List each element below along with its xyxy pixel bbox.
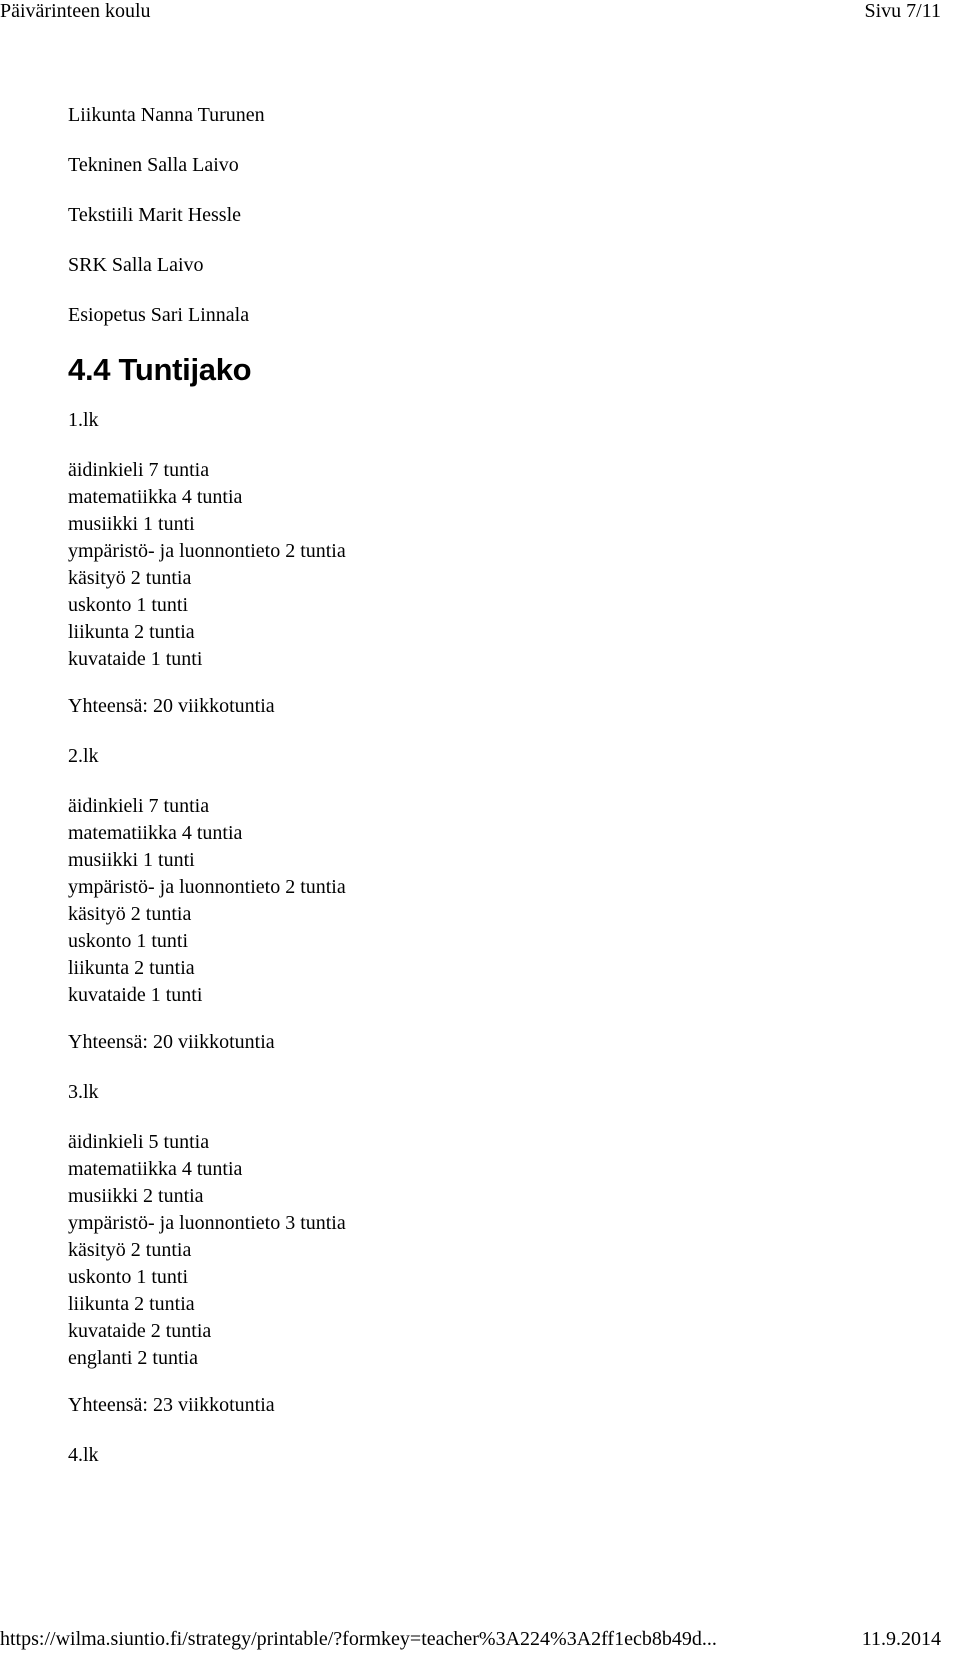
subject-item: ympäristö- ja luonnontieto 3 tuntia [68, 1212, 346, 1234]
section-title: 4.4 Tuntijako [68, 352, 252, 387]
school-name: Päivärinteen koulu [0, 0, 151, 22]
subject-item: musiikki 1 tunti [68, 849, 195, 871]
subject-item: uskonto 1 tunti [68, 1266, 189, 1288]
subject-item: ympäristö- ja luonnontieto 2 tuntia [68, 876, 346, 898]
subject-list [68, 457, 928, 673]
subject-item: äidinkieli 5 tuntia [68, 1131, 210, 1153]
staff-line-textile: Tekstiili Marit Hessle [68, 204, 242, 226]
footer-url: https://wilma.siuntio.fi/strategy/printable/?formkey=teacher%3A224%3A2ff1ecb8b49d... [0, 1628, 717, 1650]
subject-item: käsityö 2 tuntia [68, 903, 192, 925]
subject-item: liikunta 2 tuntia [68, 1293, 195, 1315]
weekly-total: Yhteensä: 23 viikkotuntia [68, 1394, 275, 1416]
grade-label: 4.lk [68, 1444, 99, 1466]
subject-item: käsityö 2 tuntia [68, 567, 192, 589]
page-number: Sivu 7/11 [864, 0, 941, 22]
weekly-total: Yhteensä: 20 viikkotuntia [68, 1031, 275, 1053]
page-footer [0, 1626, 960, 1654]
weekly-total: Yhteensä: 20 viikkotuntia [68, 695, 275, 717]
footer-date: 11.9.2014 [861, 1628, 941, 1650]
subject-item: matematiikka 4 tuntia [68, 486, 243, 508]
grade-label: 1.lk [68, 409, 99, 431]
subject-item: uskonto 1 tunti [68, 594, 189, 616]
grade-label: 2.lk [68, 745, 99, 767]
page-header [0, 0, 960, 24]
subject-item: uskonto 1 tunti [68, 930, 189, 952]
staff-list [68, 102, 928, 329]
subject-item: käsityö 2 tuntia [68, 1239, 192, 1261]
staff-line-preschool: Esiopetus Sari Linnala [68, 304, 250, 326]
subject-item: äidinkieli 7 tuntia [68, 795, 210, 817]
grade-section-3 [68, 1079, 928, 1419]
subject-item: matematiikka 4 tuntia [68, 822, 243, 844]
staff-line-srk: SRK Salla Laivo [68, 254, 204, 276]
subject-item: liikunta 2 tuntia [68, 621, 195, 643]
subject-item: kuvataide 1 tunti [68, 648, 203, 670]
subject-item: äidinkieli 7 tuntia [68, 459, 210, 481]
subject-item: musiikki 2 tuntia [68, 1185, 204, 1207]
grade-section-1 [68, 407, 928, 720]
subject-list [68, 1129, 928, 1372]
subject-item: kuvataide 1 tunti [68, 984, 203, 1006]
staff-line-technical: Tekninen Salla Laivo [68, 154, 239, 176]
subject-item: matematiikka 4 tuntia [68, 1158, 243, 1180]
subject-list [68, 793, 928, 1009]
document-body [68, 102, 928, 1492]
grade-section-4 [68, 1442, 928, 1469]
subject-item: kuvataide 2 tuntia [68, 1320, 212, 1342]
subject-item: musiikki 1 tunti [68, 513, 195, 535]
subject-item: liikunta 2 tuntia [68, 957, 195, 979]
grade-label: 3.lk [68, 1081, 99, 1103]
subject-item: ympäristö- ja luonnontieto 2 tuntia [68, 540, 346, 562]
subject-item: englanti 2 tuntia [68, 1347, 198, 1369]
staff-line-sports: Liikunta Nanna Turunen [68, 104, 265, 126]
grade-section-2 [68, 743, 928, 1056]
